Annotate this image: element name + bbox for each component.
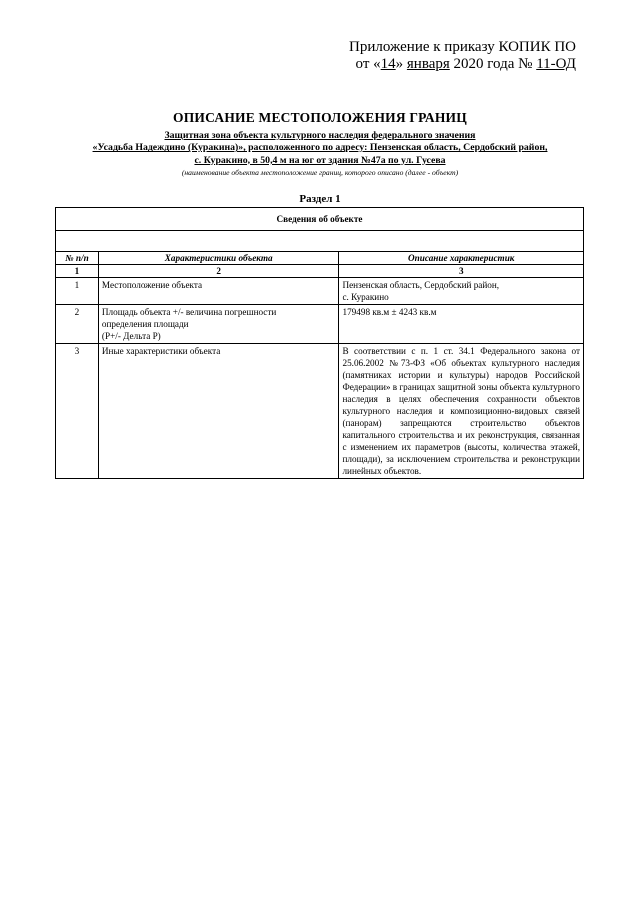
table-row bbox=[56, 344, 584, 479]
appendix-mid2: 2020 года № bbox=[449, 56, 537, 72]
document-title: ОПИСАНИЕ МЕСТОПОЛОЖЕНИЯ ГРАНИЦ bbox=[173, 110, 467, 125]
column-header-description: Описание характеристик bbox=[339, 252, 584, 265]
row-number: 2 bbox=[56, 305, 99, 344]
column-number-1: 1 bbox=[56, 265, 99, 278]
appendix-month: января bbox=[406, 56, 450, 72]
row-characteristic: Иные характеристики объекта bbox=[98, 344, 339, 479]
appendix-prefix: от « bbox=[355, 56, 381, 72]
row-description: В соответствии с п. 1 ст. 34.1 Федерального закона от 25.06.2002 №73-ФЗ «Об объектах культурного наследия (памятниках истории и культуры) народов Российской Федерации» в границах защитной зоны объекта культурного наследия в целях обеспечения сохранности объектов культурного наследия и композиционно-видовых связей (панорам) запрещаются строительство объектов капитального строительства и их реконструкция, связанная с изменением их параметров (высоты, количества этажей, площади), за исключением строительства и реконструкции линейных объектов. bbox=[339, 344, 584, 479]
subject-block bbox=[55, 130, 585, 167]
row-description-line2: с. Куракино bbox=[342, 292, 389, 302]
subject-caption: (наименование объекта местоположение границ, которого описано (далее - объект) bbox=[181, 168, 459, 177]
table-blank-row bbox=[56, 231, 584, 252]
appendix-number: 11-ОД bbox=[536, 56, 576, 72]
section-title: Раздел 1 bbox=[299, 193, 341, 205]
column-number-2: 2 bbox=[98, 265, 339, 278]
subject-line3: с. Куракино, в 50,4 м на юг от здания №47а по ул. Гусева bbox=[194, 154, 446, 166]
row-description-line1: Пензенская область, Сердобский район, bbox=[342, 280, 500, 290]
row-characteristic bbox=[98, 305, 339, 344]
object-info-table bbox=[55, 207, 584, 479]
table-header: Сведения об объекте bbox=[56, 208, 584, 231]
column-header-characteristic: Характеристики объекта bbox=[98, 252, 339, 265]
row-description: 179498 кв.м ± 4243 кв.м bbox=[339, 305, 584, 344]
row-characteristic-line2: определения площади bbox=[101, 319, 189, 329]
appendix-line1: Приложение к приказу КОПИК ПО bbox=[349, 39, 576, 55]
row-characteristic-line1: Площадь объекта +/- величина погрешности bbox=[101, 307, 277, 317]
column-number-3: 3 bbox=[339, 265, 584, 278]
column-header-num: № п/п bbox=[56, 252, 99, 265]
appendix-mid1: » bbox=[395, 56, 407, 72]
row-number: 3 bbox=[56, 344, 99, 479]
appendix-line2 bbox=[300, 56, 576, 73]
table-row bbox=[56, 278, 584, 305]
appendix-note bbox=[300, 39, 576, 73]
table-row bbox=[56, 305, 584, 344]
row-number: 1 bbox=[56, 278, 99, 305]
row-characteristic: Местоположение объекта bbox=[98, 278, 339, 305]
subject-line2: «Усадьба Надеждино (Куракина)», расположенного по адресу: Пензенская область, Сердобский район, bbox=[92, 142, 548, 154]
subject-line1: Защитная зона объекта культурного наследия федерального значения bbox=[164, 130, 476, 141]
appendix-day: 14 bbox=[380, 56, 396, 72]
row-description bbox=[339, 278, 584, 305]
row-characteristic-line3: (Р+/- Дельта Р) bbox=[101, 331, 161, 341]
